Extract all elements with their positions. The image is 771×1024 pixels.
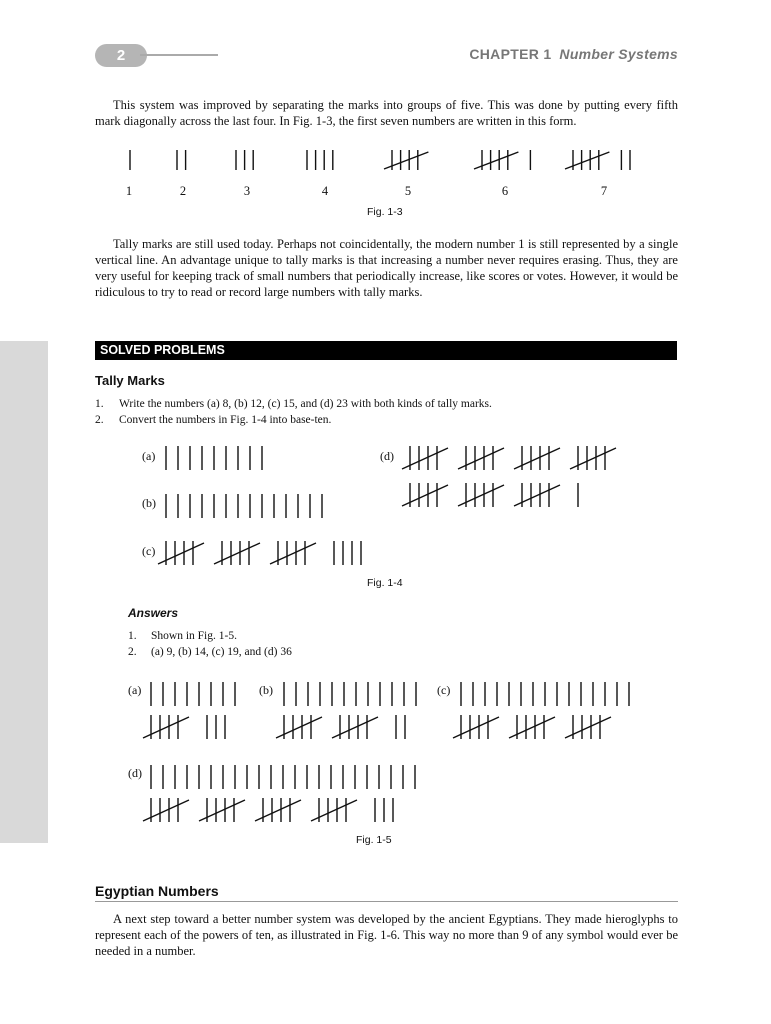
chapter-label: CHAPTER 1	[469, 46, 552, 62]
answer-number: 2.	[128, 646, 137, 658]
egyptian-heading: Egyptian Numbers	[95, 883, 219, 899]
fig15-label: (d)	[128, 766, 142, 780]
fig14-caption: Fig. 1-4	[367, 577, 403, 589]
egyptian-paragraph: A next step toward a better number system was developed by the ancient Egyptians. They made hieroglyphs to represent each of the powers of ten, as illustrated in Fig. 1-6. This way no more than 9 of any symbol would ever be needed in a number.	[95, 912, 678, 958]
tally-crossbar	[332, 717, 378, 738]
fig14-label: (c)	[142, 544, 156, 558]
fig15-label: (b)	[259, 683, 273, 697]
problem-text: Convert the numbers in Fig. 1-4 into base-ten.	[119, 414, 332, 426]
tally-crossbar	[158, 543, 204, 564]
tally-crossbar	[453, 717, 499, 738]
tally-crossbar	[514, 485, 560, 506]
answers-heading: Answers	[128, 606, 179, 620]
tally-crossbar	[509, 717, 555, 738]
problem-number: 2.	[95, 414, 104, 426]
fig13-label: 4	[321, 184, 329, 198]
fig15-label: (c)	[437, 683, 451, 697]
answer-text: Shown in Fig. 1-5.	[151, 630, 237, 642]
problem-text: Write the numbers (a) 8, (b) 12, (c) 15, and (d) 23 with both kinds of tally marks.	[119, 398, 492, 410]
fig13-caption: Fig. 1-3	[367, 206, 403, 218]
tally-crossbar	[255, 800, 301, 821]
tally-crossbar	[402, 448, 448, 469]
fig14-label: (a)	[142, 449, 156, 463]
tally-marks-heading: Tally Marks	[95, 373, 165, 388]
tally-crossbar	[276, 717, 322, 738]
tally-crossbar	[199, 800, 245, 821]
fig13-label: 2	[179, 184, 187, 198]
fig13-label: 5	[404, 184, 412, 198]
fig13-label: 1	[125, 184, 133, 198]
tally-crossbar	[143, 717, 189, 738]
fig13-label: 6	[501, 184, 509, 198]
tally-crossbar	[402, 485, 448, 506]
tally-crossbar	[570, 448, 616, 469]
chapter-title: Number Systems	[559, 46, 678, 62]
problem-number: 1.	[95, 398, 104, 410]
tally-crossbar	[474, 152, 518, 169]
tally-crossbar	[214, 543, 260, 564]
tally-crossbar	[270, 543, 316, 564]
tally-crossbar	[311, 800, 357, 821]
tally-paragraph: Tally marks are still used today. Perhaps not coincidentally, the modern number 1 is still represented by a single vertical line. An advantage unique to tally marks is that increasing a number never requires erasing. Thus, they are very useful for keeping track of small numbers that periodically increase, like scores or votes. However, it would be ridiculous to try to read or record large numbers with tally marks.	[95, 237, 678, 299]
tally-crossbar	[514, 448, 560, 469]
page-number: 2	[95, 44, 147, 67]
answer-text: (a) 9, (b) 14, (c) 19, and (d) 36	[151, 646, 292, 658]
fig15-label: (a)	[128, 683, 142, 697]
tally-crossbar	[458, 448, 504, 469]
tally-crossbar	[565, 717, 611, 738]
banner-label: SOLVED PROBLEMS	[100, 343, 225, 357]
fig13-label: 3	[243, 184, 251, 198]
answer-number: 1.	[128, 630, 137, 642]
fig14-label: (b)	[142, 496, 156, 510]
fig13-label: 7	[600, 184, 608, 198]
intro-paragraph: This system was improved by separating the marks into groups of five. This was done by putting every fifth mark diagonally across the last four. In Fig. 1-3, the first seven numbers are written in this form.	[95, 98, 678, 128]
fig15-caption: Fig. 1-5	[356, 834, 392, 846]
tally-crossbar	[565, 152, 609, 169]
tally-crossbar	[458, 485, 504, 506]
fig14-label: (d)	[380, 449, 394, 463]
tally-crossbar	[384, 152, 428, 169]
tally-crossbar	[143, 800, 189, 821]
